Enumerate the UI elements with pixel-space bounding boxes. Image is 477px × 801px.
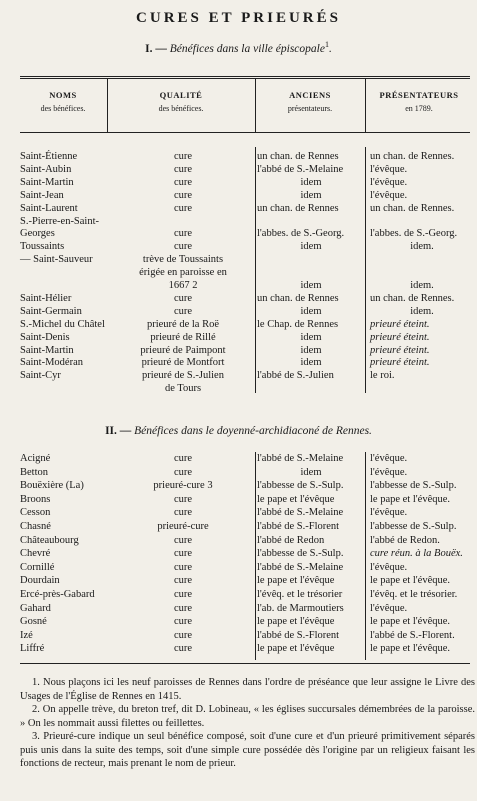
footnotes <box>20 676 475 771</box>
former-patron: l'abbé de S.-Melaine <box>257 163 344 175</box>
patron-1789: l'évêque. <box>370 163 408 175</box>
benefice-name: Izé <box>20 629 33 641</box>
benefice-quality: de Tours <box>164 383 202 395</box>
benefice-name: Cornillé <box>20 561 55 573</box>
patron-1789: prieuré éteint. <box>370 318 430 330</box>
patron-1789: idem. <box>410 280 434 291</box>
benefice-name: Saint-Cyr <box>20 370 61 382</box>
section-2-heading <box>0 425 477 437</box>
patron-1789: l'abbes. de S.-Georg. <box>370 228 458 240</box>
patron-1789: prieuré éteint. <box>370 331 430 343</box>
patron-1789: prieuré éteint. <box>370 344 430 356</box>
former-patron: un chan. de Rennes <box>257 202 339 214</box>
benefice-quality: cure <box>173 176 193 188</box>
section-2-title: Bénéfices dans le doyenné-archidiaconé de Rennes. <box>134 425 372 437</box>
patron-1789: un chan. de Rennes. <box>370 292 455 304</box>
benefice-name: Saint-Aubin <box>20 163 72 175</box>
benefice-quality: cure <box>173 507 193 519</box>
header-quality: QUALITÉ des bénéfices. <box>158 90 204 113</box>
patron-1789: un chan. de Rennes. <box>370 151 455 162</box>
benefice-name: Dourdain <box>20 575 60 587</box>
benefice-name: Betton <box>20 466 48 478</box>
section-2-number: II. — <box>105 425 132 437</box>
former-patron: idem <box>300 466 322 478</box>
former-patron: l'ab. de Marmoutiers <box>257 602 344 614</box>
benefice-name: Acigné <box>20 453 51 464</box>
table-header-rule <box>20 132 470 133</box>
footnote-3: 3. Prieuré-cure indique un seul bénéfice composé, soit d'une cure et d'un prieuré primitivement séparés puis unis dans la suite des temps, soit d'une simple cure possédée dès l'origine par un religieux faisant les fonctions de recteur, mais prenant le nom de prieur. <box>20 731 475 769</box>
patron-1789: prieuré éteint. <box>370 357 430 369</box>
benefice-name: Saint-Jean <box>20 189 64 201</box>
benefice-name: Saint-Martin <box>20 176 74 188</box>
former-patron: l'abbé de S.-Julien <box>257 370 334 382</box>
benefice-quality: prieuré de S.-Julien <box>142 370 224 382</box>
former-patron: un chan. de Rennes <box>257 292 339 304</box>
former-patron: idem <box>300 189 322 201</box>
patron-1789: le pape et l'évêque. <box>370 493 451 505</box>
benefice-quality: trève de Toussaints <box>142 254 224 266</box>
benefice-quality: cure <box>173 189 193 201</box>
patron-1789: l'abbé de S.-Florent. <box>370 629 455 641</box>
header-names: NOMS des bénéfices. <box>40 90 86 113</box>
benefice-quality: cure <box>173 241 193 253</box>
benefice-name: S.-Pierre-en-Saint- <box>20 215 100 227</box>
former-patron: idem <box>300 344 322 356</box>
former-patron: l'abbé de S.-Florent <box>257 521 340 532</box>
former-patron: le pape et l'évêque <box>257 575 335 587</box>
benefice-quality: prieuré de la Roë <box>146 318 219 330</box>
former-patron: idem <box>300 357 322 369</box>
patron-1789: l'évêque. <box>370 466 408 478</box>
former-patron: idem <box>300 241 322 253</box>
patron-1789: idem. <box>410 305 434 317</box>
patron-1789: l'abbesse de S.-Sulp. <box>370 480 457 492</box>
benefice-quality: prieuré de Montfort <box>141 357 225 369</box>
benefice-quality: cure <box>173 163 193 175</box>
patron-1789: l'évêque. <box>370 453 408 464</box>
patron-1789: le pape et l'évêque. <box>370 616 451 628</box>
benefice-quality: cure <box>173 575 193 587</box>
benefice-name: Gahard <box>20 602 51 614</box>
patron-1789: le pape et l'évêque. <box>370 643 451 655</box>
benefice-quality: cure <box>173 151 193 162</box>
former-patron: l'évêq. et le trésorier <box>257 589 343 600</box>
former-patron: idem <box>300 305 322 317</box>
patron-1789: l'évêque. <box>370 176 408 188</box>
former-patron: l'abbé de S.-Melaine <box>257 453 344 464</box>
patron-1789: l'évêq. et le trésorier. <box>370 589 458 600</box>
benefice-quality: cure <box>173 202 193 214</box>
patron-1789: l'abbesse de S.-Sulp. <box>370 521 457 532</box>
benefice-name: Saint-Modéran <box>20 357 83 369</box>
section-1-number: I. — <box>145 42 167 55</box>
former-patron: l'abbesse de S.-Sulp. <box>257 480 344 492</box>
patron-1789: cure réun. à la Bouëx. <box>370 548 463 560</box>
former-patron: l'abbé de S.-Melaine <box>257 561 344 573</box>
benefice-quality: cure <box>173 305 193 317</box>
column-divider <box>365 147 366 393</box>
benefice-quality: érigée en paroisse en <box>139 267 227 279</box>
patron-1789: l'évêque. <box>370 561 408 573</box>
patron-1789: l'évêque. <box>370 507 408 519</box>
patron-1789: l'évêque. <box>370 602 408 614</box>
benefice-name: — Saint-Sauveur <box>20 254 93 266</box>
footnote-2: 2. On appelle trève, du breton tref, dit D. Lobineau, « les églises succursales démembrées de la paroisse. » On les nommait aussi filettes ou feillettes. <box>20 704 475 729</box>
benefice-name: Georges <box>20 228 55 240</box>
footnote-1: 1. Nous plaçons ici les neuf paroisses de Rennes dans l'ordre de préséance que leur assigne le Livre des Usages de l'Église de Rennes en 1415. <box>20 677 475 702</box>
benefice-quality: cure <box>173 534 193 546</box>
benefice-name: Châteaubourg <box>20 534 79 546</box>
benefice-name: Bouëxière (La) <box>20 480 84 492</box>
benefice-quality: prieuré de Paimpont <box>140 344 226 356</box>
patron-1789: l'abbé de Redon. <box>370 534 440 546</box>
benefice-name: Saint-Germain <box>20 305 82 317</box>
header-patrons-1789: PRÉSENTATEURS en 1789. <box>379 90 459 113</box>
former-patron: un chan. de Rennes <box>257 151 339 162</box>
benefice-name: Toussaints <box>20 241 65 253</box>
notes-rule <box>20 663 470 664</box>
former-patron: l'abbé de S.-Florent <box>257 629 340 641</box>
former-patron: le pape et l'évêque <box>257 643 335 655</box>
benefice-name: Saint-Martin <box>20 344 74 356</box>
former-patron: l'abbes. de S.-Georg. <box>257 228 345 240</box>
benefice-name: Ercé-près-Gabard <box>20 589 95 600</box>
benefice-quality: 1667 2 <box>168 280 198 291</box>
benefice-name: Chevré <box>20 548 51 560</box>
benefice-name: Saint-Hélier <box>20 292 72 304</box>
benefice-quality: cure <box>173 466 193 478</box>
benefice-name: Gosné <box>20 616 47 628</box>
former-patron: l'abbé de S.-Melaine <box>257 507 344 519</box>
benefice-name: Saint-Denis <box>20 331 70 343</box>
patron-1789: idem. <box>410 241 434 253</box>
benefice-quality: cure <box>173 561 193 573</box>
former-patron: l'abbesse de S.-Sulp. <box>257 548 344 560</box>
header-former-patrons: ANCIENS présentateurs. <box>287 90 333 113</box>
section-1-title: Bénéfices dans la ville épiscopale <box>169 42 325 55</box>
section-1-heading: I. — Bénéfices dans la ville épiscopale$^1$. <box>145 40 332 55</box>
benefice-quality: cure <box>173 292 193 304</box>
former-patron: le Chap. de Rennes <box>257 318 339 330</box>
patron-1789: le pape et l'évêque. <box>370 575 451 587</box>
former-patron: l'abbé de Redon <box>257 534 325 546</box>
patron-1789: le roi. <box>370 370 395 382</box>
benefice-quality: prieuré de Rillé <box>150 331 216 343</box>
benefice-name: Saint-Laurent <box>20 202 78 214</box>
former-patron: idem <box>300 176 322 188</box>
benefice-name: S.-Michel du Châtel <box>20 318 105 330</box>
benefice-quality: cure <box>173 602 193 614</box>
benefice-name: Broons <box>20 493 51 505</box>
benefice-name: Cesson <box>20 507 51 519</box>
benefice-name: Liffré <box>20 643 45 655</box>
benefice-quality: cure <box>173 616 193 628</box>
benefice-name: Saint-Étienne <box>20 151 78 162</box>
patron-1789: un chan. de Rennes. <box>370 202 455 214</box>
former-patron: idem <box>300 331 322 343</box>
benefice-quality: cure <box>173 493 193 505</box>
benefice-quality: cure <box>173 548 193 560</box>
benefice-quality: cure <box>173 589 193 600</box>
benefice-quality: cure <box>173 453 193 464</box>
former-patron: idem <box>300 280 322 291</box>
former-patron: le pape et l'évêque <box>257 616 335 628</box>
footnote-ref-1: 1 <box>324 40 329 49</box>
benefice-quality: cure <box>173 228 193 240</box>
benefice-quality: cure <box>173 643 193 655</box>
column-divider <box>365 452 366 660</box>
page-title: CURES ET PRIEURÉS <box>136 10 341 26</box>
benefice-quality: prieuré-cure <box>157 521 209 532</box>
table-top-rule <box>20 76 470 79</box>
benefice-quality: prieuré-cure 3 <box>153 480 213 492</box>
former-patron: le pape et l'évêque <box>257 493 335 505</box>
patron-1789: l'évêque. <box>370 189 408 201</box>
benefice-name: Chasné <box>20 521 51 532</box>
benefice-quality: cure <box>173 629 193 641</box>
